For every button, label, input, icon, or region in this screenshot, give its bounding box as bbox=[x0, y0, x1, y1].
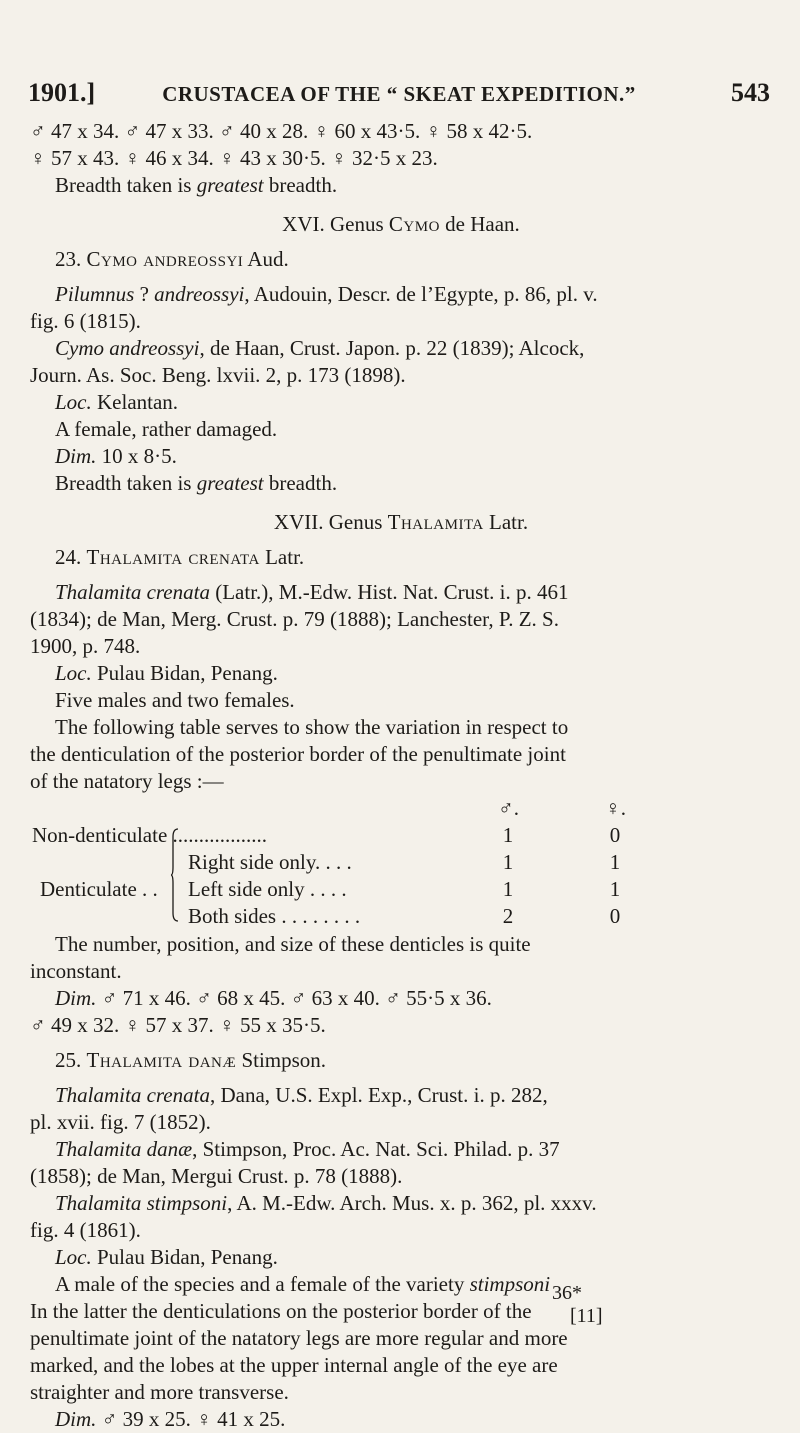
signature-mark: 36* bbox=[552, 1282, 582, 1304]
paragraph-line: In the latter the denticulations on the posterior border of the bbox=[30, 1299, 532, 1323]
reference-line: 1900, p. 748. bbox=[30, 634, 141, 658]
locality-line: Loc. Pulau Bidan, Penang. bbox=[55, 661, 278, 685]
page-body bbox=[30, 118, 772, 1433]
reference-line: Thalamita danæ, Stimpson, Proc. Ac. Nat. Sci. Philad. p. 37 bbox=[55, 1137, 560, 1161]
paragraph-line: The following table serves to show the variation in respect to bbox=[55, 715, 569, 739]
reference-line: Pilumnus ? andreossyi, Audouin, Descr. de l’Egypte, p. 86, pl. v. bbox=[55, 282, 598, 306]
table-cell: 1 bbox=[609, 850, 621, 874]
reference-line: pl. xvii. fig. 7 (1852). bbox=[30, 1110, 211, 1134]
paragraph-line: straighter and more transverse. bbox=[30, 1380, 289, 1404]
reference-line: fig. 4 (1861). bbox=[30, 1218, 141, 1242]
reference-line: (1858); de Man, Mergui Crust. p. 78 (1888). bbox=[30, 1164, 403, 1188]
species-heading: 23. Cymo andreossyi Aud. bbox=[55, 247, 289, 271]
paragraph-line: of the natatory legs :— bbox=[30, 769, 224, 793]
dimensions-line: ♂ 47 x 34. ♂ 47 x 33. ♂ 40 x 28. ♀ 60 x 43·5. ♀ 58 x 42·5. bbox=[30, 119, 533, 143]
table-cell: 1 bbox=[502, 877, 514, 901]
genus-heading: XVII. Genus Thalamita Latr. bbox=[273, 510, 529, 534]
dimensions-line: Dim. ♂ 39 x 25. ♀ 41 x 25. bbox=[55, 1407, 286, 1431]
reference-line: Journ. As. Soc. Beng. lxvii. 2, p. 173 (1898). bbox=[30, 363, 406, 387]
header-title: CRUSTACEA OF THE “ SKEAT EXPEDITION.” bbox=[162, 82, 636, 106]
paragraph-line: marked, and the lobes at the upper internal angle of the eye are bbox=[30, 1353, 558, 1377]
dimensions-line: Dim. ♂ 71 x 46. ♂ 68 x 45. ♂ 63 x 40. ♂ 55·5 x 36. bbox=[55, 986, 492, 1010]
dimensions-line: Dim. 10 x 8·5. bbox=[55, 444, 177, 468]
header-page-number: 543 bbox=[731, 78, 770, 107]
table-header-male: ♂. bbox=[498, 796, 519, 820]
species-heading: 25. Thalamita danæ Stimpson. bbox=[55, 1048, 327, 1072]
table-row-label: Both sides . . . . . . . . bbox=[188, 904, 361, 928]
paragraph-line: inconstant. bbox=[30, 959, 122, 983]
brace-icon bbox=[171, 827, 179, 923]
paragraph-line: A male of the species and a female of the variety stimpsoni bbox=[55, 1272, 551, 1296]
paragraph-line: the denticulation of the posterior border of the penultimate joint bbox=[30, 742, 566, 766]
reference-line: (1834); de Man, Merg. Crust. p. 79 (1888); Lanchester, P. Z. S. bbox=[30, 607, 559, 631]
table-cell: 2 bbox=[502, 904, 514, 928]
header-year: 1901.] bbox=[28, 78, 96, 107]
locality-line: Loc. Kelantan. bbox=[55, 390, 179, 414]
reference-line: fig. 6 (1815). bbox=[30, 309, 141, 333]
table-header-female: ♀. bbox=[605, 796, 626, 820]
species-heading: 24. Thalamita crenata Latr. bbox=[55, 545, 305, 569]
table-row-label: Left side only . . . . bbox=[188, 877, 347, 901]
table-cell: 1 bbox=[502, 850, 514, 874]
reference-line: Thalamita crenata (Latr.), M.-Edw. Hist. Nat. Crust. i. p. 461 bbox=[55, 580, 569, 604]
table-row-label: Right side only. . . . bbox=[188, 850, 352, 874]
breadth-note: Breadth taken is greatest breadth. bbox=[55, 173, 338, 197]
reference-line: Thalamita crenata, Dana, U.S. Expl. Exp., Crust. i. p. 282, bbox=[55, 1083, 548, 1107]
running-header bbox=[28, 78, 770, 114]
locality-line: Loc. Pulau Bidan, Penang. bbox=[55, 1245, 278, 1269]
reference-line: Cymo andreossyi, de Haan, Crust. Japon. p. 22 (1839); Alcock, bbox=[55, 336, 585, 360]
breadth-note: Breadth taken is greatest breadth. bbox=[55, 471, 338, 495]
reprint-page-number: [11] bbox=[570, 1305, 603, 1327]
table-cell: 1 bbox=[502, 823, 514, 847]
dimensions-line: ♀ 57 x 43. ♀ 46 x 34. ♀ 43 x 30·5. ♀ 32·5 x 23. bbox=[30, 146, 438, 170]
paragraph-line: The number, position, and size of these denticles is quite bbox=[55, 932, 531, 956]
table-cell: 0 bbox=[609, 823, 621, 847]
specimen-note: A female, rather damaged. bbox=[55, 417, 278, 441]
table-cell: 0 bbox=[609, 904, 621, 928]
paragraph-line: penultimate joint of the natatory legs are more regular and more bbox=[30, 1326, 568, 1350]
specimen-note: Five males and two females. bbox=[55, 688, 295, 712]
reference-line: Thalamita stimpsoni, A. M.-Edw. Arch. Mus. x. p. 362, pl. xxxv. bbox=[55, 1191, 597, 1215]
table-row-label: Non-denticulate .................. bbox=[32, 823, 268, 847]
dimensions-line: ♂ 49 x 32. ♀ 57 x 37. ♀ 55 x 35·5. bbox=[30, 1013, 326, 1037]
denticulation-table bbox=[30, 795, 772, 931]
genus-heading: XVI. Genus Cymo de Haan. bbox=[282, 212, 520, 236]
table-cell: 1 bbox=[609, 877, 621, 901]
table-group-label: Denticulate . . bbox=[40, 877, 158, 901]
